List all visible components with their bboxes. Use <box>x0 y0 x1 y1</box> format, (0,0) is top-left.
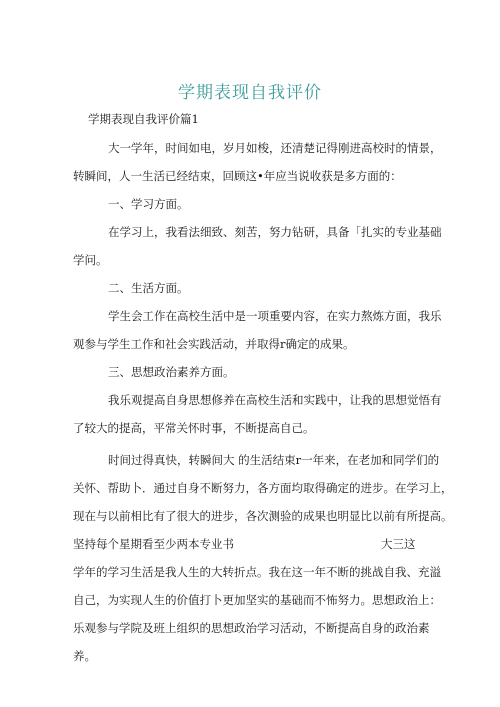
paragraph-line: 观参与学生工作和社会实践活动，并取得r确定的成果。 <box>73 337 355 351</box>
section-heading: 三、思想政治素养方面。 <box>108 365 235 379</box>
paragraph-line: 在学习上，我看法细致、刻苦，努力钻研，具备「扎实的专业基础 <box>108 225 442 239</box>
paragraph-line: 转瞬间，人一生活已经结束，回顾这•年应当说收获是多方面的： <box>73 169 402 183</box>
section-subtitle: 学期表现自我评价篇1 <box>88 112 199 126</box>
paragraph-line: 了较大的提高，平常关怀时事，不断提高自己。 <box>73 421 315 435</box>
paragraph-line: 自己，为实现人生的价值打卜更加坚实的基础而不怖努力。思想政治上： <box>73 593 441 607</box>
paragraph-line: 我乐观提高自身思想修养在高校生活和实践中，让我的思想觉悟有 <box>108 393 442 407</box>
paragraph-line: 现在与以前相比有了很大的进步，各次测验的成果也明显比以前有所提高。 <box>73 509 453 523</box>
paragraph-line: 时间过得真快，转瞬间大 的生活结束r一年来，在老加和同学们的 <box>108 453 440 467</box>
paragraph-line: 学年的学习生活是我人生的大转折点。我在这一年不断的挑战自我、充溢 <box>73 565 441 579</box>
paragraph-line-fragment: 大三这 <box>381 537 416 551</box>
paragraph-line: 大一学年，时间如电，岁月如梭，还清楚记得刚进高校时的情景， <box>108 141 442 155</box>
paragraph-line: 关怀、帮助卜．通过自身不断努力，各方面均取得确定的进步。在学习上， <box>73 481 453 495</box>
paragraph-line: 学生会工作在高校生活中是一项重要内容，在实力熬炼方面，我乐 <box>108 309 442 323</box>
section-heading: 二、生活方面。 <box>108 281 189 295</box>
paragraph-line: 学问。 <box>73 253 108 267</box>
paragraph-line: 养。 <box>73 649 96 663</box>
page-title: 学期表现自我评价 <box>178 83 322 103</box>
paragraph-line: 坚持每个星期看至少两本专业书 <box>73 537 234 551</box>
section-heading: 一、学习方面。 <box>108 197 189 211</box>
paragraph-line: 乐观参与学院及班上组织的思想政治学习活动，不断提高自身的政治素 <box>73 621 430 635</box>
